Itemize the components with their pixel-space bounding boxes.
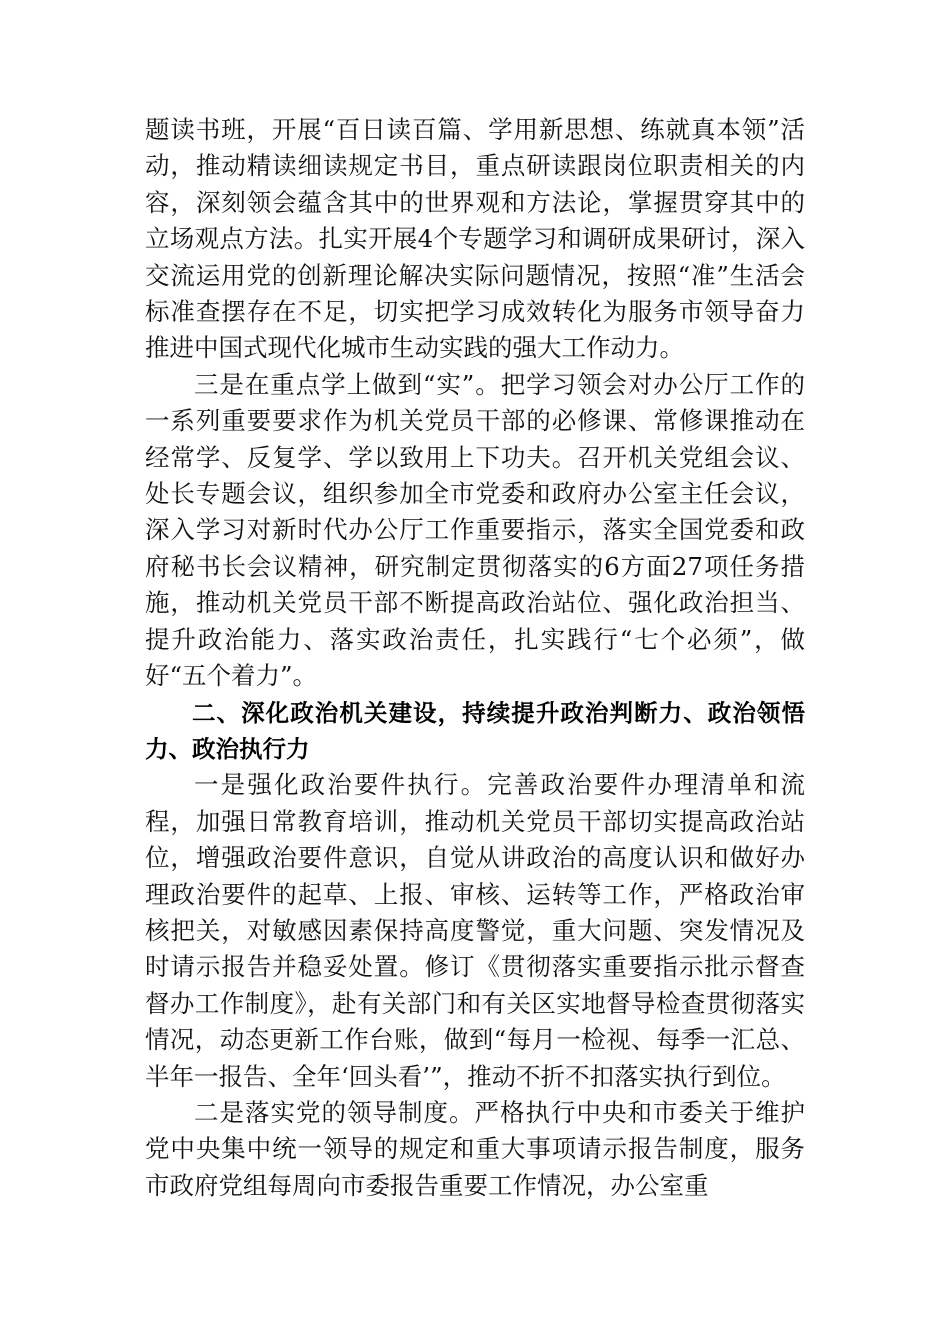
paragraph-point-two: 二是落实党的领导制度。严格执行中央和市委关于维护党中央集中统一领导的规定和重大事项请示报告制度，服务市政府党组每周向市委报告重要工作情况，办公室重 <box>145 1097 805 1200</box>
section-heading-two: 二、深化政治机关建设，持续提升政治判断力、政治领悟力、政治执行力 <box>145 698 805 763</box>
paragraph-point-three: 三是在重点学上做到“实”。把学习领会对办公厅工作的一系列重要要求作为机关党员干部的必修课、常修课推动在经常学、反复学、学以致用上下功夫。召开机关党组会议、处长专题会议，组织参加全市党委和政府办公室主任会议，深入学习对新时代办公厅工作重要指示，落实全国党委和政府秘书长会议精神，研究制定贯彻落实的6方面27项任务措施，推动机关党员干部不断提高政治站位、强化政治担当、提升政治能力、落实政治责任，扎实践行“七个必须”，做好“五个着力”。 <box>145 369 805 691</box>
document-page <box>145 112 805 1204</box>
paragraph-continuation: 题读书班，开展“百日读百篇、学用新思想、练就真本领”活动，推动精读细读规定书目，重点研读跟岗位职责相关的内容，深刻领会蕴含其中的世界观和方法论，掌握贯穿其中的立场观点方法。扎实开展4个专题学习和调研成果研讨，深入交流运用党的创新理论解决实际问题情况，按照“准”生活会标准查摆存在不足，切实把学习成效转化为服务市领导奋力推进中国式现代化城市生动实践的强大工作动力。 <box>145 115 805 363</box>
paragraph-point-one: 一是强化政治要件执行。完善政治要件办理清单和流程，加强日常教育培训，推动机关党员干部切实提高政治站位，增强政治要件意识，自觉从讲政治的高度认识和做好办理政治要件的起草、上报、审核、运转等工作，严格政治审核把关，对敏感因素保持高度警觉，重大问题、突发情况及时请示报告并稳妥处置。修订《贯彻落实重要指示批示督查督办工作制度》，赴有关部门和有关区实地督导检查贯彻落实情况，动态更新工作台账，做到“每月一检视、每季一汇总、半年一报告、全年‘回头看’”，推动不折不扣落实执行到位。 <box>145 770 805 1091</box>
